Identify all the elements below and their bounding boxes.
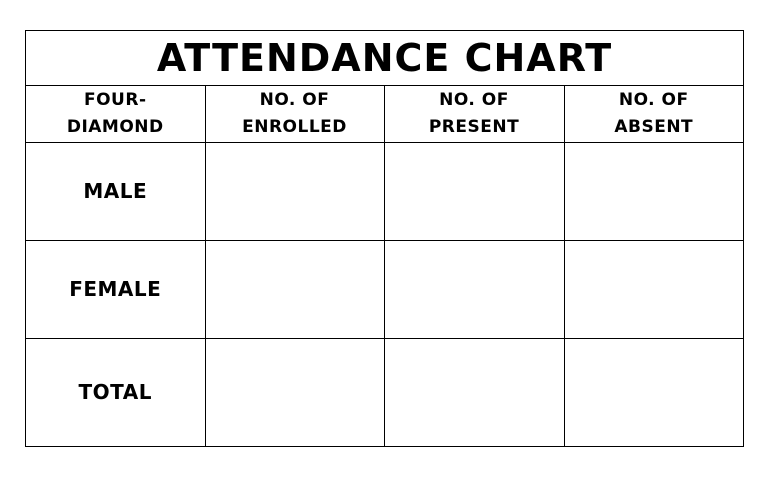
header-absent — [564, 86, 743, 142]
header-present — [384, 86, 564, 142]
cell-male-present — [384, 142, 564, 240]
header-four-diamond — [26, 86, 205, 142]
cell-total-absent — [564, 338, 743, 446]
row-label-female: FEMALE — [26, 240, 205, 338]
table-row-male — [26, 142, 743, 240]
cell-female-absent — [564, 240, 743, 338]
cell-total-enrolled — [205, 338, 384, 446]
header-present-line2: PRESENT — [428, 116, 520, 137]
chart-title: ATTENDANCE CHART — [156, 36, 613, 80]
table-row-female — [26, 240, 743, 338]
header-row — [26, 86, 743, 142]
title-row — [26, 31, 743, 86]
cell-female-enrolled — [205, 240, 384, 338]
attendance-chart — [25, 30, 744, 447]
header-enrolled — [205, 86, 384, 142]
row-label-male: MALE — [26, 142, 205, 240]
header-enrolled-line2: ENROLLED — [242, 116, 347, 137]
cell-male-enrolled — [205, 142, 384, 240]
cell-total-present — [384, 338, 564, 446]
cell-female-present — [384, 240, 564, 338]
table-row-total — [26, 338, 743, 446]
header-four-diamond-line1: FOUR- — [83, 89, 147, 110]
header-absent-line2: ABSENT — [614, 116, 694, 137]
header-absent-line1: NO. OF — [618, 89, 689, 110]
header-present-line1: NO. OF — [439, 89, 509, 110]
row-label-total: TOTAL — [26, 338, 205, 446]
cell-male-absent — [564, 142, 743, 240]
header-four-diamond-line2: DIAMOND — [66, 116, 164, 137]
attendance-table — [26, 86, 743, 446]
header-enrolled-line1: NO. OF — [259, 89, 330, 110]
